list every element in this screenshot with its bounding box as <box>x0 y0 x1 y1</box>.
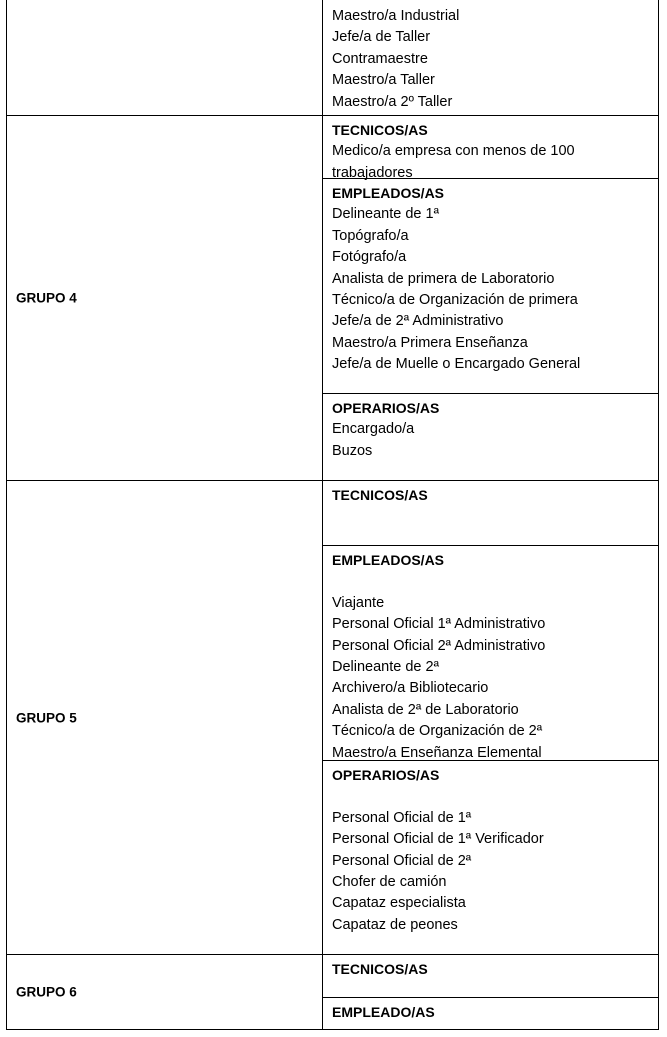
job-title: Jefe/a de 2ª Administrativo <box>332 313 504 330</box>
job-title: Maestro/a Taller <box>332 72 435 89</box>
job-title: Delineante de 1ª <box>332 206 439 223</box>
job-title: Medico/a empresa con menos de 100 <box>332 143 575 160</box>
job-title: Técnico/a de Organización de primera <box>332 292 578 309</box>
category-cell <box>322 760 659 955</box>
job-title: Personal Oficial de 1ª <box>332 809 472 826</box>
category-cell <box>322 545 659 761</box>
job-title: Maestro/a Enseñanza Elemental <box>332 744 542 761</box>
category-header: TECNICOS/AS <box>332 487 428 503</box>
job-title: Fotógrafo/a <box>332 249 407 266</box>
category-cell <box>322 0 659 116</box>
job-title: Personal Oficial de 1ª Verificador <box>332 831 544 848</box>
job-title: Chofer de camión <box>332 874 447 891</box>
job-title: Capataz especialista <box>332 895 466 912</box>
group-cell <box>6 954 323 1030</box>
category-header: OPERARIOS/AS <box>332 767 440 783</box>
job-title: Maestro/a 2º Taller <box>332 93 453 110</box>
job-title: Jefe/a de Taller <box>332 29 431 46</box>
category-header: TECNICOS/AS <box>332 961 428 977</box>
job-title: Encargado/a <box>332 421 415 438</box>
job-title: Maestro/a Industrial <box>332 8 460 24</box>
job-title: Técnico/a de Organización de 2ª <box>332 723 543 740</box>
group-cell <box>6 115 323 481</box>
job-title: Personal Oficial 1ª Administrativo <box>332 616 546 633</box>
job-title: Viajante <box>332 594 385 611</box>
category-header: OPERARIOS/AS <box>332 400 440 416</box>
category-cell <box>322 480 659 546</box>
category-header: EMPLEADOS/AS <box>332 552 445 568</box>
category-cell <box>322 178 659 394</box>
job-title: Analista de primera de Laboratorio <box>332 270 555 287</box>
category-header: TECNICOS/AS <box>332 122 428 138</box>
job-title: Capataz de peones <box>332 916 458 933</box>
job-title: Jefe/a de Muelle o Encargado General <box>332 356 581 373</box>
job-title: Archivero/a Bibliotecario <box>332 680 489 697</box>
group-label: GRUPO 6 <box>16 984 77 1000</box>
group-label: GRUPO 5 <box>16 710 77 725</box>
category-cell <box>322 954 659 998</box>
job-title: Topógrafo/a <box>332 227 409 244</box>
job-title: Buzos <box>332 442 373 459</box>
category-cell <box>322 997 659 1030</box>
job-title: Personal Oficial 2ª Administrativo <box>332 637 546 654</box>
job-title: Delineante de 2ª <box>332 659 439 676</box>
category-cell <box>322 115 659 179</box>
group-cell <box>6 0 323 116</box>
group-label: GRUPO 4 <box>16 290 77 306</box>
category-header: EMPLEADOS/AS <box>332 185 445 201</box>
job-title: Analista de 2ª de Laboratorio <box>332 701 519 718</box>
spacer <box>332 571 658 592</box>
group-cell <box>6 480 323 955</box>
job-title: Maestro/a Primera Enseñanza <box>332 334 528 351</box>
category-cell <box>322 393 659 481</box>
job-title: Contramaestre <box>332 50 428 67</box>
job-title: Personal Oficial de 2ª <box>332 852 472 869</box>
spacer <box>332 786 658 807</box>
category-header: EMPLEADO/AS <box>332 1004 435 1020</box>
job-title: trabajadores <box>332 164 413 181</box>
